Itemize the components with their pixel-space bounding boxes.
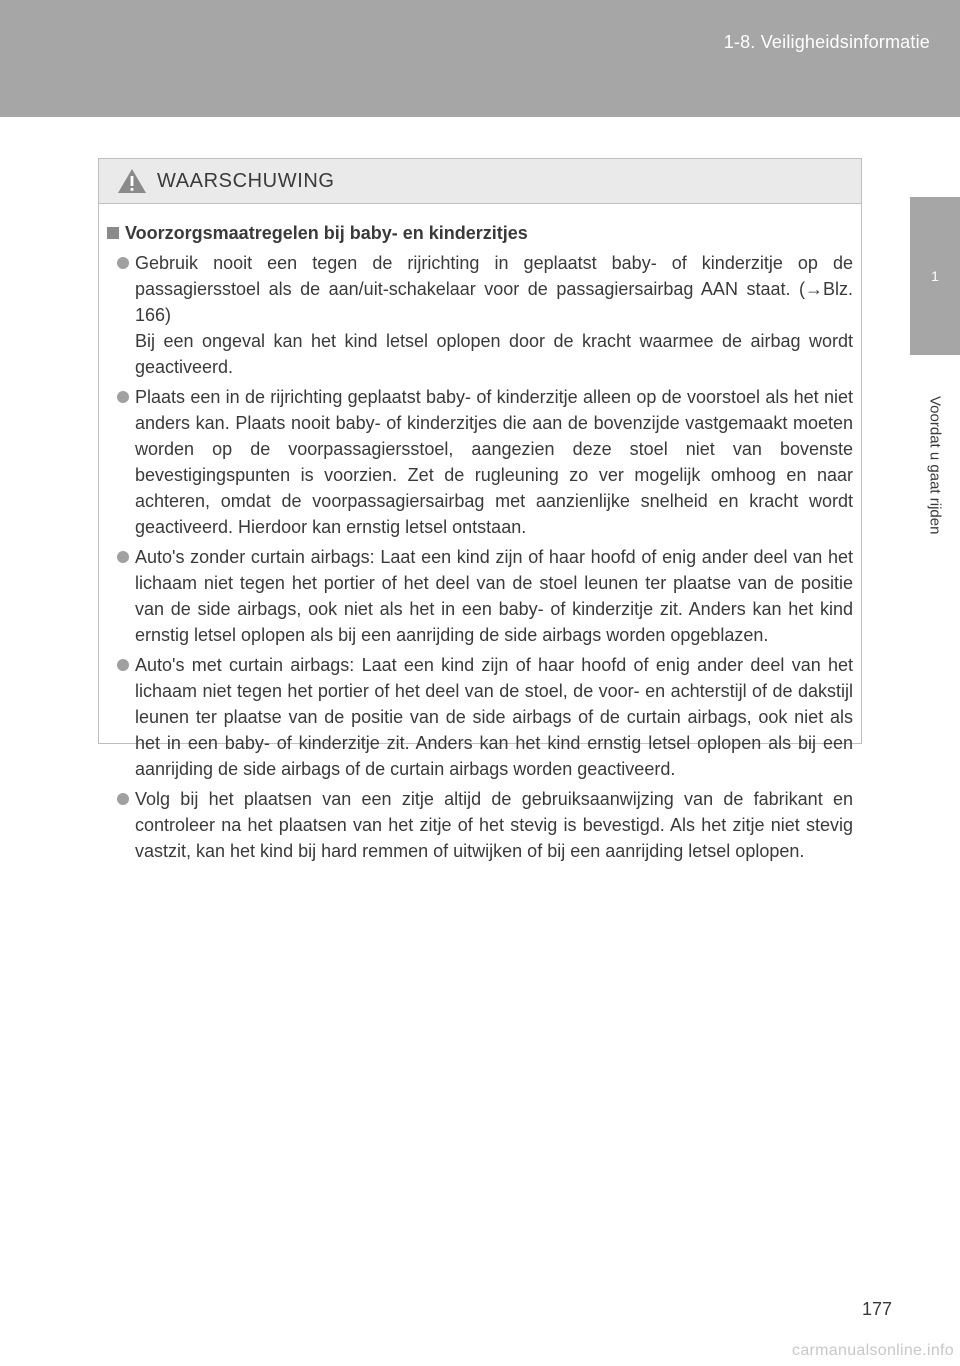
list-item [107,786,853,864]
list-item-text: Auto's zonder curtain airbags: Laat een kind zijn of haar hoofd of enig ander deel van het lichaam niet tegen het portier of het deel van de stoel leunen ter plaatse van de positie van de side airbags, ook niet als het in een baby- of kinderzitje zit. Anders kan het kind ernstig letsel oplopen als bij een aanrijding de side airbags worden opgeblazen. [135,547,853,645]
chapter-label [910,358,960,573]
list-item-text: Gebruik nooit een tegen de rijrichting in geplaatst baby- of kinderzitje op de passagiersstoel als de aan/uit-schakelaar voor de passagiersairbag AAN staat. (→Blz. 166) [135,253,853,325]
warning-box [98,158,862,861]
list-item [107,544,853,648]
page-number: 177 [861,1299,892,1319]
list-item [107,652,853,782]
warning-header [99,159,861,204]
list-item-text: Bij een ongeval kan het kind letsel oplopen door de kracht waarmee de airbag wordt geactiveerd. [135,331,853,377]
list-item-text: Auto's met curtain airbags: Laat een kind zijn of haar hoofd of enig ander deel van het lichaam niet tegen het portier of het deel van de stoel, de voor- en achterstijl of de dakstijl leunen ter plaatse van de positie van de side airbags of de curtain airbags, ook niet als het in een baby- of kinderzitje zit. Anders kan het kind ernstig letsel oplopen als bij een aanrijding de side airbags of de curtain airbags worden geactiveerd. [135,655,853,779]
circle-bullet-icon [117,659,129,671]
warning-title: WAARSCHUWING [157,169,335,192]
watermark: carmanualsonline.info [792,1342,954,1359]
list-item-text: Volg bij het plaatsen van een zitje altijd de gebruiksaanwijzing van de fabrikant en controleer na het plaatsen van het zitje of het stevig is bevestigd. Als het zitje niet stevig vastzit, kan het kind bij hard remmen of uitwijken of bij een aanrijding letsel oplopen. [135,789,853,861]
list-item [107,250,853,380]
circle-bullet-icon [117,391,129,403]
section-title: 1-8. Veiligheidsinformatie [723,32,930,52]
circle-bullet-icon [117,257,129,269]
warning-heading [107,219,853,247]
chapter-tab [910,197,960,355]
circle-bullet-icon [117,551,129,563]
circle-bullet-icon [117,793,129,805]
square-bullet-icon [107,227,119,239]
list-item-text: Plaats een in de rijrichting geplaatst baby- of kinderzitje alleen op de voorstoel als het niet anders kan. Plaats nooit baby- of kinderzitjes die aan de bovenzijde vastgemaakt moeten worden op de voorpassagiersstoel, aangezien deze stoel niet van bovenste bevestigingspunten is voorzien. Zet de rugleuning zo ver mogelijk omhoog en naar achteren, omdat de voorpassagiersairbag met aanzienlijke snelheid en kracht wordt geactiveerd. Hierdoor kan ernstig letsel ontstaan. [135,387,853,537]
warning-body [99,204,861,864]
warning-triangle-icon [117,168,147,194]
chapter-label-text: Voordat u gaat rijden [926,396,944,535]
chapter-tab-number: 1 [931,268,939,284]
header-band [0,0,960,117]
list-item [107,384,853,540]
warning-heading-text: Voorzorgsmaatregelen bij baby- en kinderzitjes [125,223,528,243]
warning-list [107,250,853,864]
